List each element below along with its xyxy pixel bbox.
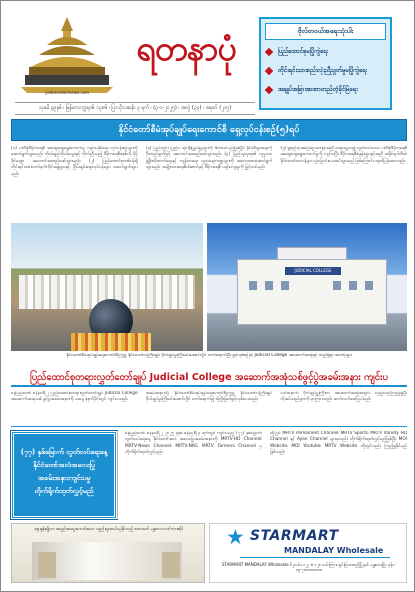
objective-text: တိုင်းရင်းသားစည်းလုံးညီညွတ်မှုမပြိုကွဲရေး <box>278 67 368 74</box>
story-column: (၁) ပါတီစုံဒီမိုကရေစီ အထွေထွေရွေးကောက်ပွဲ ကျင်းပနိုင်ရေး လုပ်ငန်းစဉ်များကို ဆောင်ရွက်သွားမည်။ ကိုယ်ရည်ကိုယ်သွေးနှင့် ကိုက်ညီသည့် ဒီမိုကရေစီစနစ်ကို ပိုမိုခိုင်မာစွာ အကောင်အထည်ဖော်သွားမည်။ (၂) ပြည်ထောင်စုတစ်ဝန်းရှိ တိုင်းရင်းသားလက်နက်ကိုင်အဖွဲ့များနှင့် ငြိမ်းချမ်းရေးလုပ်ငန်းများ ဆောင်ရွက်သွားမည်။ <box>11 146 138 177</box>
star-logo-icon: ★ <box>226 525 245 549</box>
story-column: ယင်းနောက် ဗိုလ်ချုပ်မှူးကြီးက အဆောက်အအုံအတွင်း လှည့်လည်ကြည့်ရှုပြီး လိုအပ်သည်များကို မှာကြားသည်။ ဆက်လက်ဖော်ပြပါမည်။ <box>280 391 408 403</box>
brand-subtitle: MANDALAY Wholesale <box>284 546 384 555</box>
notice-line: တိုက်ရိုက်ထုတ်လွှင့်မည် <box>34 487 94 495</box>
notice-line: အခမ်းအနားကျင်းပမှု <box>37 474 91 482</box>
second-story-columns <box>11 391 407 425</box>
photo-caption: နိုင်ငံတော်စီမံအုပ်ချုပ်ရေးကောင်စီဥက္ကဋ္ဌ နိုင်ငံတော်ဝန်ကြီးချုပ် ဗိုလ်ချုပ်မှူးကြီးမင်းအောင်လှိုင် တက်ရောက်ပြီး ဖွင့်လှစ်စဉ်နှင့် Judicial College အဆောက်အအုံနှင့် တည်ရှိရာ ဓာတ်ပုံများ <box>66 353 352 358</box>
store-address: STARMART MANDALAY Wholesale ၆၂လမ်း၊ ၁၂၇ x ၁၂၈ လမ်းကြား၊ ချမ်းမြသာစည်မြို့နယ်၊ မန္တလေးမြို့။ ဖုန်း - ၀၉-၇၈၈၈၈၈၈၈၈ <box>221 562 396 572</box>
story-column: နေပြည်တော် ဇန်နဝါရီ ၂ ၂၀၂၅ ခုနှစ် ဇန်နဝါရီ ၄ ရက်တွင် ကျင်းပမည့် (၇၇) နှစ်မြောက် လွတ်လပ်ရေးနေ့ နိုင်ငံတော်အလံ အလေးပြုအခမ်းအနားကို MRTV-HD Channel၊ MRTV-News Channel၊ MRTV-NRC၊ MRTV Farmers Channel မှ တိုက်ရိုက်ထုတ်လွှင့်မည်။ <box>125 431 262 456</box>
national-objectives-box <box>259 17 392 110</box>
ad-text: ဈေးနှုန်းချိုသာ အရည်အသွေးကောင်းသော ပစ္စည်းများဝယ်ယူနိုင်သည့် စတားမတ် မန္တလေး လက်ကားဆိုင် <box>34 526 184 531</box>
second-headline: ပြည်ထောင်စုတရားလွှတ်တော်ချုပ် Judicial College အဆောက်အအုံသစ်ဖွင့်ပွဲအခမ်းအနား ကျင်းပ <box>11 369 407 387</box>
building-sign: JUDICIAL COLLEGE <box>285 267 341 275</box>
objective-item <box>266 82 385 97</box>
objective-text: ပြည်ထောင်စုမပြိုကွဲရေး <box>278 48 329 55</box>
diamond-bullet-icon <box>265 47 273 55</box>
story-column: နေပြည်တော် ဇန်နဝါရီ ၂ ပြည်ထောင်စုတရားလွှတ်တော်ချုပ် Judicial College အဆောက်အအုံသစ် ဖွင့်ပွဲအခမ်းအနားကို ယနေ့ နံနက်ပိုင်းတွင် ကျင်းပသည်။ <box>11 391 138 403</box>
story-column: (၃) ပြည်တွင်း ပြည်ပ ရင်းနှီးမြှုပ်နှံမှုများကို ဖိတ်ခေါ်မည်ဖြစ်ပြီး နိုင်ငံ့စီးပွားရေးကို ဦးတည်ချက်ဖြင့် အကောင်အထည်ဖော်သွားမည်။ (၄) ပြည်သူလူထု၏ လူမှုဘဝ ဖွံ့ဖြိုးတိုးတက်ရေးနှင့် ကျန်းမာရေး ပညာရေးကဏ္ဍများကို အလေးထားဆောင်ရွက်သွားမည်။ အမျိုးသားရေးစိတ်ဓာတ်နှင့် ဒီမိုကရေစီ ယဉ်ကျေးမှုကို မြှင့်တင်မည်။ <box>145 146 273 171</box>
window-image <box>281 281 289 290</box>
diamond-bullet-icon <box>265 85 273 93</box>
window-image <box>333 281 341 290</box>
story-column: (၅) ဖွဲ့စည်းပုံအခြေခံဥပဒေနှင့်အညီ တရားမျှတ၍ လွတ်လပ်သော ပါတီစုံဒီမိုကရေစီ အထွေထွေရွေးကောက်ပွဲကို ကျင်းပပြီး ဒီမိုကရေစီစံနှုန်းများနှင့်အညီ အနိုင်ရပါတီထံ နိုင်ငံတော်တာဝန်များ လွှဲပြောင်းပေးအပ်သွားမည် ဖြစ်ကြောင်း ထုတ်ပြန်ထားသည်။ <box>280 146 408 164</box>
notice-line: နိုင်ငံတော်အလံအလေးပြု <box>33 461 95 469</box>
diamond-bullet-icon <box>265 66 273 74</box>
notice-line: (၇၇) နှစ်မြောက် လွတ်လပ်ရေးနေ့ <box>20 448 108 456</box>
story-column: အခမ်းအနားသို့ နိုင်ငံတော်စီမံအုပ်ချုပ်ရေးကောင်စီဥက္ကဋ္ဌ နိုင်ငံတော်ဝန်ကြီးချုပ် ဗိုလ်ချုပ်မှူးကြီးမင်းအောင်လှိုင် တက်ရောက်၍ ဖဲကြိုးဖြတ်ဖွင့်လှစ်ပေးသည်။ <box>145 391 273 403</box>
broadcast-notice-box <box>11 431 117 519</box>
building-photo <box>207 223 407 351</box>
shelf-image <box>38 552 56 578</box>
shelf-image <box>162 552 180 578</box>
website-label: yadanarbonnews.com <box>44 90 90 95</box>
window-image <box>249 281 257 290</box>
starmart-advertisement <box>209 523 407 583</box>
objective-text: အချုပ်အခြာအာဏာတည်တံ့ခိုင်မြဲရေး <box>278 86 358 93</box>
window-image <box>365 281 373 290</box>
window-image <box>265 281 273 290</box>
flower-bed-image <box>71 333 151 351</box>
emblem-seal-icon <box>17 15 117 95</box>
lead-story-columns <box>11 146 407 224</box>
ad-divider <box>240 557 390 558</box>
story-column: ထို့ပြင် MRTV Parliament Channel၊ MRTV Sports၊ MRTV Variety HD Channel နှင့် Ayan Channel များမှလည်း တိုက်ရိုက်ထုတ်လွှင့်မည်ဖြစ်ပြီး MOI Website၊ MOI Youtube၊ MRTV Website တို့တွင်လည်း ကြည့်ရှုနိုင်မည်ဖြစ်သည်။ <box>270 431 407 456</box>
section-divider <box>11 426 407 427</box>
store-advertisement <box>11 523 205 583</box>
broadcast-story-columns <box>125 431 407 519</box>
window-image <box>349 281 357 290</box>
ceremony-photo <box>11 223 203 351</box>
brand-name: STARMART <box>250 528 339 544</box>
newspaper-nameplate: ရတနာပုံ <box>136 29 236 69</box>
objective-item <box>266 44 385 59</box>
issue-dateline: သုခမိ ၃၉နှစ် ၊ မြန်မာသက္ကရာဇ် ၁၃၈၆ ၊ ပြာသိုလဆန်း ၃ ရက် ၊ (၃-၁-၂၀၂၅) ၊ အတွဲ (၃၃) ၊ အမှတ် (၂၁၅) <box>15 102 255 115</box>
column-divider <box>117 431 118 519</box>
objective-item <box>266 63 385 78</box>
objectives-heading: ဗိုလ်တဝယ်အရေးသုံးပါး <box>265 23 386 40</box>
lead-headline: နိုင်ငံတော်စီမံအုပ်ချုပ်ရေးကောင်စီ ရှေ့လုပ်ငန်းစဉ်(၅)ရပ် <box>11 119 407 141</box>
